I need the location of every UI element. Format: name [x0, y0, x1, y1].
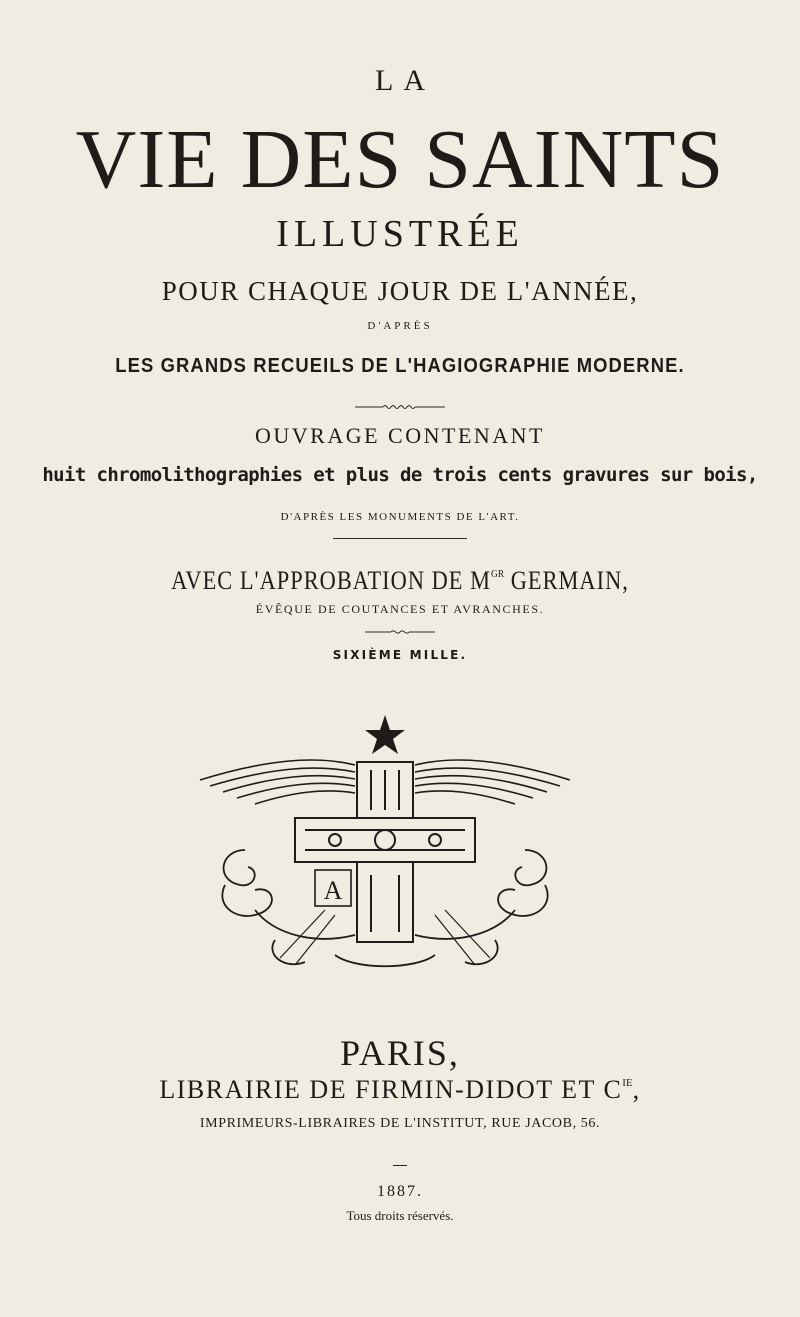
publisher-comma: ,	[632, 1075, 641, 1104]
rights-line: Tous droits réservés.	[346, 1208, 454, 1223]
publisher-line	[0, 1075, 800, 1105]
winged-cross-emblem-icon	[185, 710, 585, 980]
sources-line: LES GRANDS RECUEILS DE L'HAGIOGRAPHIE MODERNE.	[115, 355, 685, 377]
publication-year: 1887.	[377, 1183, 423, 1200]
edition-line: SIXIÈME MILLE.	[332, 648, 468, 662]
emblem-letter: A	[323, 876, 343, 905]
contents-line: huit chromolithographies et plus de trois cents gravures sur bois,	[42, 464, 758, 486]
monuments-line: D'APRÈS LES MONUMENTS DE L'ART.	[280, 511, 520, 523]
city-line: PARIS,	[340, 1033, 460, 1073]
bishop-line: ÉVÊQUE DE COUTANCES ET AVRANCHES.	[255, 602, 545, 616]
publisher-name: LIBRAIRIE DE FIRMIN-DIDOT ET C	[159, 1075, 623, 1104]
publisher-abbrev: IE	[622, 1077, 633, 1089]
approval-line	[56, 566, 744, 596]
approval-name: GERMAIN,	[504, 566, 629, 595]
short-rule	[393, 1165, 407, 1166]
according-to-line: D'APRÈS	[367, 320, 433, 332]
small-divider	[365, 628, 435, 636]
book-title: VIE DES SAINTS	[75, 113, 725, 206]
horizontal-rule	[333, 538, 467, 539]
address-line: IMPRIMEURS-LIBRAIRES DE L'INSTITUT, RUE JACOB, 56.	[199, 1116, 601, 1131]
work-containing-line: OUVRAGE CONTENANT	[255, 423, 545, 448]
subtitle-line: POUR CHAQUE JOUR DE L'ANNÉE,	[161, 276, 639, 306]
book-subtitle: ILLUSTRÉE	[276, 213, 524, 255]
title-article: LA	[375, 64, 435, 97]
approval-prefix: AVEC L'APPROBATION DE M	[171, 566, 492, 595]
approval-title-abbrev: GR	[491, 568, 505, 580]
squiggle-divider	[355, 402, 445, 412]
